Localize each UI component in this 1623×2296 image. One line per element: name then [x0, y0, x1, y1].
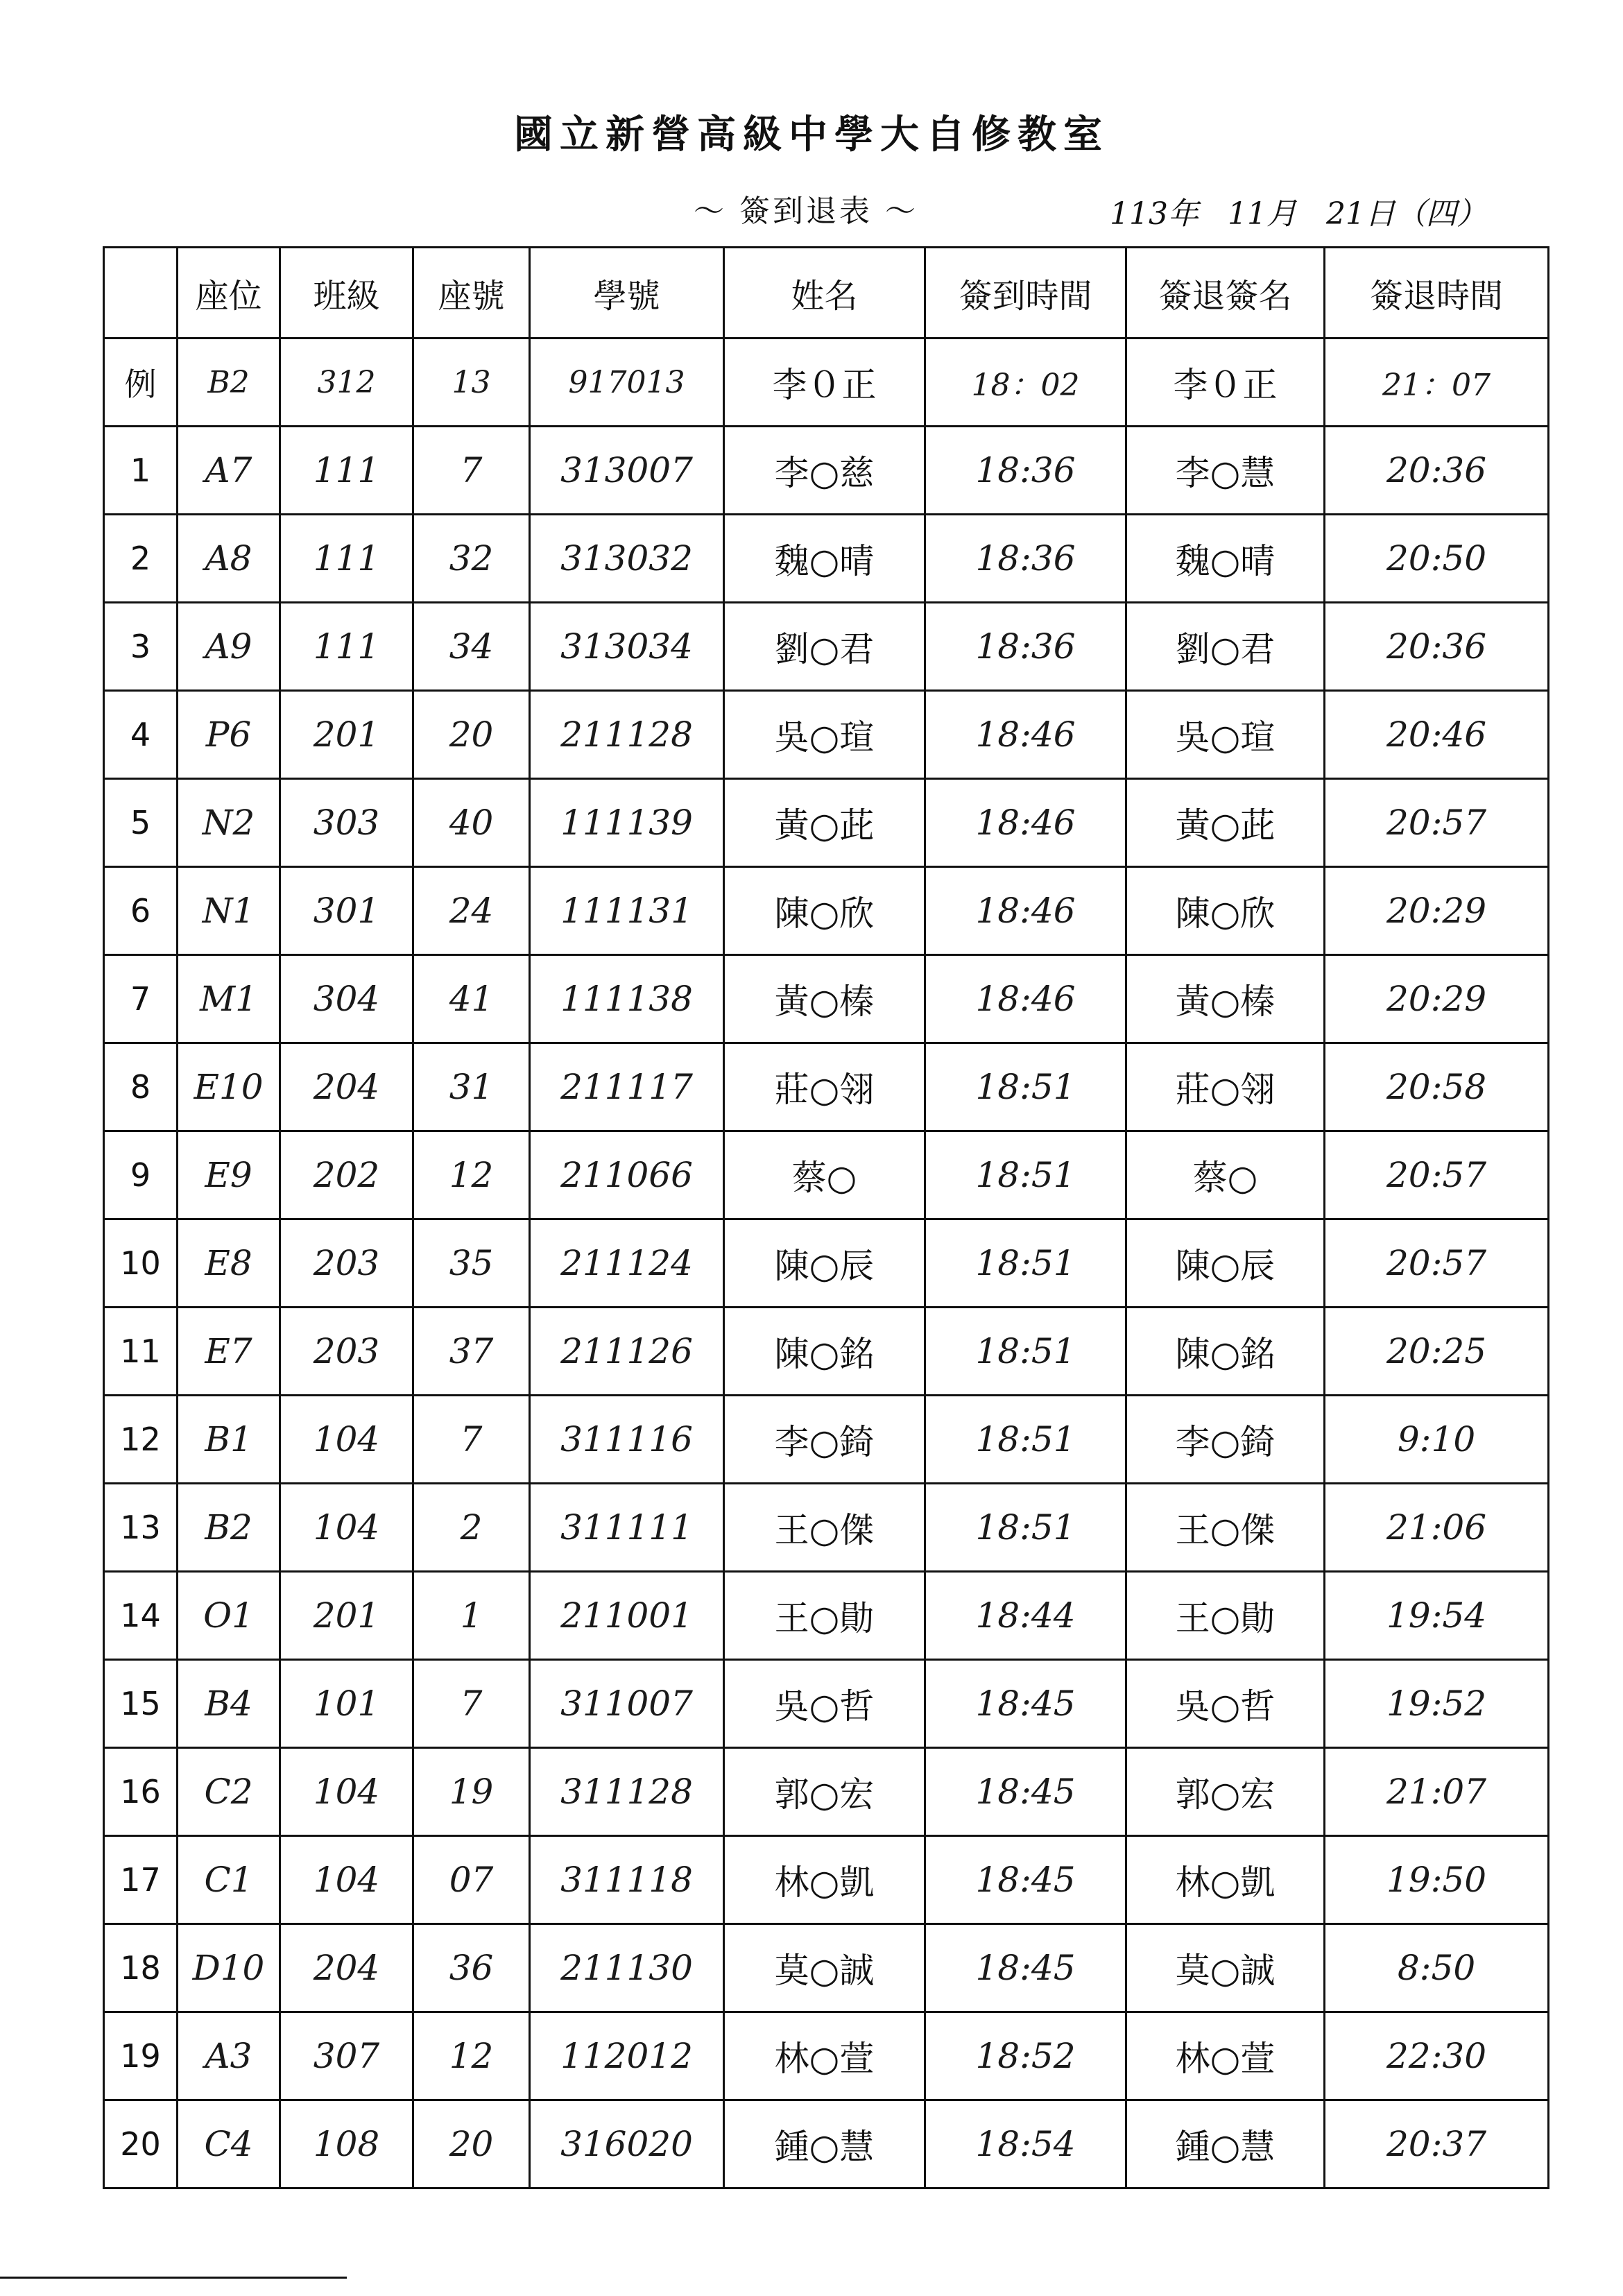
example-row [104, 339, 1549, 427]
checkout-time-cell: 21:06 [1325, 1484, 1549, 1572]
class-cell: 307 [280, 2012, 413, 2100]
name-cell: 魏○晴 [724, 515, 925, 603]
checkout-time-cell: 20:25 [1325, 1308, 1549, 1396]
row-number: 5 [104, 779, 178, 867]
name-cell: 郭○宏 [724, 1748, 925, 1836]
table-row [104, 1308, 1549, 1396]
table-row [104, 1131, 1549, 1219]
checkout-time-cell: 20:57 [1325, 1131, 1549, 1219]
student-id-cell: 311116 [530, 1396, 724, 1484]
name-cell: 林○萱 [724, 2012, 925, 2100]
checkout-time-cell: 20:46 [1325, 691, 1549, 779]
seat-number-cell: 32 [413, 515, 530, 603]
checkout-signature-cell: 李○錡 [1126, 1396, 1325, 1484]
row-number: 13 [104, 1484, 178, 1572]
row-number: 2 [104, 515, 178, 603]
student-id-cell: 311128 [530, 1748, 724, 1836]
sheet-date: 113年 11月 21日（四） [1110, 196, 1487, 232]
student-id-cell: 211117 [530, 1043, 724, 1131]
checkin-time-cell: 18:46 [925, 779, 1126, 867]
checkout-signature-cell: 陳○銘 [1126, 1308, 1325, 1396]
checkout-time-cell: 22:30 [1325, 2012, 1549, 2100]
seat-cell: A7 [178, 427, 280, 515]
name-cell: 鍾○慧 [724, 2100, 925, 2188]
seat-cell: C4 [178, 2100, 280, 2188]
name-cell: 黃○茈 [724, 779, 925, 867]
table-row [104, 779, 1549, 867]
table-row [104, 2012, 1549, 2100]
student-id-cell: 111138 [530, 955, 724, 1043]
checkin-time-cell: 18:51 [925, 1131, 1126, 1219]
seat-cell: B1 [178, 1396, 280, 1484]
checkin-time-cell: 18：02 [925, 339, 1126, 427]
seat-cell: B4 [178, 1660, 280, 1748]
checkout-time-cell: 19:52 [1325, 1660, 1549, 1748]
table-row [104, 1572, 1549, 1660]
seat-number-cell: 20 [413, 691, 530, 779]
seat-cell: B2 [178, 1484, 280, 1572]
row-number: 20 [104, 2100, 178, 2188]
row-number: 14 [104, 1572, 178, 1660]
row-number: 16 [104, 1748, 178, 1836]
name-cell: 蔡○ [724, 1131, 925, 1219]
checkout-time-cell: 20:58 [1325, 1043, 1549, 1131]
table-row [104, 427, 1549, 515]
checkin-time-cell: 18:51 [925, 1396, 1126, 1484]
class-cell: 108 [280, 2100, 413, 2188]
name-cell: 黃○榛 [724, 955, 925, 1043]
checkout-signature-cell: 陳○欣 [1126, 867, 1325, 955]
checkout-signature-cell: 莫○誠 [1126, 1924, 1325, 2012]
seat-number-cell: 13 [413, 339, 530, 427]
class-cell: 201 [280, 1572, 413, 1660]
seat-number-cell: 31 [413, 1043, 530, 1131]
row-number: 9 [104, 1131, 178, 1219]
name-cell: 陳○辰 [724, 1219, 925, 1308]
checkout-signature-cell: 王○勛 [1126, 1572, 1325, 1660]
student-id-cell: 316020 [530, 2100, 724, 2188]
class-cell: 201 [280, 691, 413, 779]
checkin-time-cell: 18:36 [925, 427, 1126, 515]
name-cell: 莫○誠 [724, 1924, 925, 2012]
checkout-time-cell: 20:36 [1325, 603, 1549, 691]
checkin-time-cell: 18:44 [925, 1572, 1126, 1660]
row-number: 3 [104, 603, 178, 691]
class-cell: 204 [280, 1043, 413, 1131]
table-row [104, 867, 1549, 955]
student-id-cell: 211130 [530, 1924, 724, 2012]
column-header-checkout-time: 簽退時間 [1325, 248, 1549, 339]
seat-cell: E9 [178, 1131, 280, 1219]
seat-number-cell: 19 [413, 1748, 530, 1836]
sheet-title: 國立新營高級中學大自修教室 [514, 112, 1109, 157]
name-cell: 吳○瑄 [724, 691, 925, 779]
name-cell: 林○凱 [724, 1836, 925, 1924]
column-header-checkin-time: 簽到時間 [925, 248, 1126, 339]
student-id-cell: 311118 [530, 1836, 724, 1924]
checkout-time-cell: 20:29 [1325, 955, 1549, 1043]
checkout-signature-cell: 黃○茈 [1126, 779, 1325, 867]
seat-number-cell: 35 [413, 1219, 530, 1308]
checkout-signature-cell: 郭○宏 [1126, 1748, 1325, 1836]
student-id-cell: 311007 [530, 1660, 724, 1748]
checkout-signature-cell: 李０正 [1126, 339, 1325, 427]
checkin-time-cell: 18:51 [925, 1219, 1126, 1308]
checkin-time-cell: 18:46 [925, 867, 1126, 955]
checkout-signature-cell: 吳○瑄 [1126, 691, 1325, 779]
name-cell: 陳○銘 [724, 1308, 925, 1396]
row-number: 11 [104, 1308, 178, 1396]
column-header-seat: 座位 [178, 248, 280, 339]
table-row [104, 1043, 1549, 1131]
column-header-index [104, 248, 178, 339]
name-cell: 李○慈 [724, 427, 925, 515]
checkin-time-cell: 18:45 [925, 1924, 1126, 2012]
checkout-time-cell: 20:50 [1325, 515, 1549, 603]
checkin-time-cell: 18:45 [925, 1660, 1126, 1748]
checkout-time-cell: 19:50 [1325, 1836, 1549, 1924]
seat-number-cell: 41 [413, 955, 530, 1043]
student-id-cell: 211066 [530, 1131, 724, 1219]
checkout-time-cell: 8:50 [1325, 1924, 1549, 2012]
class-cell: 111 [280, 515, 413, 603]
row-number: 6 [104, 867, 178, 955]
checkin-time-cell: 18:45 [925, 1836, 1126, 1924]
table-row [104, 1660, 1549, 1748]
checkout-signature-cell: 吳○哲 [1126, 1660, 1325, 1748]
table-row [104, 1924, 1549, 2012]
name-cell: 王○傑 [724, 1484, 925, 1572]
name-cell: 李○錡 [724, 1396, 925, 1484]
row-number: 例 [104, 339, 178, 427]
class-cell: 203 [280, 1308, 413, 1396]
row-number: 8 [104, 1043, 178, 1131]
seat-number-cell: 20 [413, 2100, 530, 2188]
class-cell: 202 [280, 1131, 413, 1219]
checkout-time-cell: 20:57 [1325, 779, 1549, 867]
seat-number-cell: 7 [413, 1660, 530, 1748]
table-row [104, 603, 1549, 691]
seat-number-cell: 37 [413, 1308, 530, 1396]
checkin-time-cell: 18:54 [925, 2100, 1126, 2188]
student-id-cell: 313034 [530, 603, 724, 691]
checkin-time-cell: 18:46 [925, 955, 1126, 1043]
class-cell: 312 [280, 339, 413, 427]
checkin-time-cell: 18:51 [925, 1484, 1126, 1572]
checkout-time-cell: 9:10 [1325, 1396, 1549, 1484]
table-row [104, 1484, 1549, 1572]
checkout-signature-cell: 蔡○ [1126, 1131, 1325, 1219]
checkout-signature-cell: 林○凱 [1126, 1836, 1325, 1924]
class-cell: 104 [280, 1396, 413, 1484]
student-id-cell: 211126 [530, 1308, 724, 1396]
seat-cell: E8 [178, 1219, 280, 1308]
checkout-time-cell: 19:54 [1325, 1572, 1549, 1660]
seat-cell: D10 [178, 1924, 280, 2012]
checkout-signature-cell: 李○慧 [1126, 427, 1325, 515]
checkin-time-cell: 18:45 [925, 1748, 1126, 1836]
checkout-time-cell: 20:36 [1325, 427, 1549, 515]
row-number: 1 [104, 427, 178, 515]
class-cell: 111 [280, 427, 413, 515]
name-cell: 王○勛 [724, 1572, 925, 1660]
checkout-signature-cell: 魏○晴 [1126, 515, 1325, 603]
checkout-signature-cell: 黃○榛 [1126, 955, 1325, 1043]
seat-cell: N1 [178, 867, 280, 955]
seat-cell: M1 [178, 955, 280, 1043]
table-row [104, 2100, 1549, 2188]
seat-cell: E10 [178, 1043, 280, 1131]
checkout-signature-cell: 莊○翎 [1126, 1043, 1325, 1131]
seat-cell: C2 [178, 1748, 280, 1836]
class-cell: 104 [280, 1484, 413, 1572]
row-number: 15 [104, 1660, 178, 1748]
column-header-checkout-signature: 簽退簽名 [1126, 248, 1325, 339]
seat-cell: O1 [178, 1572, 280, 1660]
table-header-row [104, 248, 1549, 339]
seat-number-cell: 2 [413, 1484, 530, 1572]
table-row [104, 1219, 1549, 1308]
checkout-time-cell: 21：07 [1325, 339, 1549, 427]
checkin-time-cell: 18:51 [925, 1043, 1126, 1131]
row-number: 10 [104, 1219, 178, 1308]
checkout-signature-cell: 鍾○慧 [1126, 2100, 1325, 2188]
checkout-signature-cell: 王○傑 [1126, 1484, 1325, 1572]
class-cell: 111 [280, 603, 413, 691]
class-cell: 101 [280, 1660, 413, 1748]
table-row [104, 691, 1549, 779]
sheet-subtitle: ～ 簽到退表 ～ [694, 194, 918, 229]
table-row [104, 1396, 1549, 1484]
class-cell: 104 [280, 1836, 413, 1924]
checkin-time-cell: 18:51 [925, 1308, 1126, 1396]
seat-number-cell: 07 [413, 1836, 530, 1924]
row-number: 17 [104, 1836, 178, 1924]
seat-cell: C1 [178, 1836, 280, 1924]
name-cell: 陳○欣 [724, 867, 925, 955]
student-id-cell: 111131 [530, 867, 724, 955]
seat-number-cell: 36 [413, 1924, 530, 2012]
checkin-time-cell: 18:36 [925, 515, 1126, 603]
class-cell: 104 [280, 1748, 413, 1836]
checkout-time-cell: 20:37 [1325, 2100, 1549, 2188]
student-id-cell: 111139 [530, 779, 724, 867]
student-id-cell: 313007 [530, 427, 724, 515]
student-id-cell: 311111 [530, 1484, 724, 1572]
seat-cell: B2 [178, 339, 280, 427]
checkin-time-cell: 18:46 [925, 691, 1126, 779]
column-header-class: 班級 [280, 248, 413, 339]
row-number: 12 [104, 1396, 178, 1484]
checkin-time-cell: 18:52 [925, 2012, 1126, 2100]
table-row [104, 515, 1549, 603]
class-cell: 204 [280, 1924, 413, 2012]
seat-number-cell: 12 [413, 2012, 530, 2100]
student-id-cell: 313032 [530, 515, 724, 603]
name-cell: 吳○哲 [724, 1660, 925, 1748]
student-id-cell: 211124 [530, 1219, 724, 1308]
row-number: 18 [104, 1924, 178, 2012]
sign-in-out-table [103, 246, 1549, 2189]
seat-number-cell: 1 [413, 1572, 530, 1660]
seat-cell: E7 [178, 1308, 280, 1396]
seat-number-cell: 40 [413, 779, 530, 867]
seat-cell: P6 [178, 691, 280, 779]
seat-cell: A9 [178, 603, 280, 691]
column-header-student-id: 學號 [530, 248, 724, 339]
student-id-cell: 211001 [530, 1572, 724, 1660]
column-header-seat-number: 座號 [413, 248, 530, 339]
seat-number-cell: 7 [413, 427, 530, 515]
seat-cell: A3 [178, 2012, 280, 2100]
seat-number-cell: 34 [413, 603, 530, 691]
seat-cell: A8 [178, 515, 280, 603]
name-cell: 李０正 [724, 339, 925, 427]
checkin-time-cell: 18:36 [925, 603, 1126, 691]
student-id-cell: 112012 [530, 2012, 724, 2100]
column-header-name: 姓名 [724, 248, 925, 339]
row-number: 7 [104, 955, 178, 1043]
table-row [104, 955, 1549, 1043]
name-cell: 莊○翎 [724, 1043, 925, 1131]
table-row [104, 1836, 1549, 1924]
class-cell: 203 [280, 1219, 413, 1308]
student-id-cell: 211128 [530, 691, 724, 779]
seat-number-cell: 7 [413, 1396, 530, 1484]
checkout-signature-cell: 林○萱 [1126, 2012, 1325, 2100]
table-row [104, 1748, 1549, 1836]
seat-cell: N2 [178, 779, 280, 867]
class-cell: 301 [280, 867, 413, 955]
checkout-time-cell: 20:57 [1325, 1219, 1549, 1308]
checkout-time-cell: 21:07 [1325, 1748, 1549, 1836]
name-cell: 劉○君 [724, 603, 925, 691]
checkout-signature-cell: 劉○君 [1126, 603, 1325, 691]
checkout-time-cell: 20:29 [1325, 867, 1549, 955]
footer-divider [0, 2277, 347, 2279]
seat-number-cell: 24 [413, 867, 530, 955]
row-number: 4 [104, 691, 178, 779]
seat-number-cell: 12 [413, 1131, 530, 1219]
record-rows [104, 427, 1549, 2188]
student-id-cell: 917013 [530, 339, 724, 427]
checkout-signature-cell: 陳○辰 [1126, 1219, 1325, 1308]
row-number: 19 [104, 2012, 178, 2100]
class-cell: 303 [280, 779, 413, 867]
class-cell: 304 [280, 955, 413, 1043]
